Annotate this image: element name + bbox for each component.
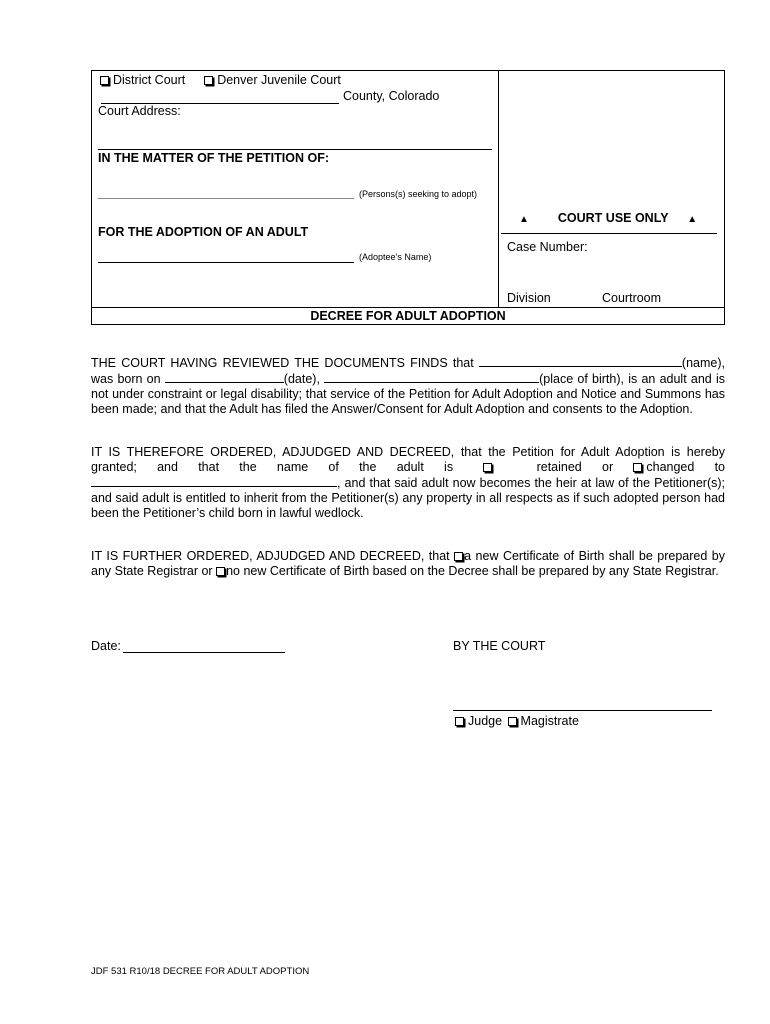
caption-left-panel — [92, 71, 498, 308]
adult-name-field[interactable] — [479, 355, 682, 367]
judge-label: Judge — [468, 714, 503, 728]
county-label: County, Colorado — [343, 89, 440, 103]
case-number-label: Case Number: — [507, 240, 588, 254]
judicial-officer-options — [455, 714, 579, 728]
court-use-panel — [498, 71, 727, 308]
district-court-label: District Court — [113, 73, 186, 87]
changed-label: changed to — [646, 460, 726, 474]
adoption-of-heading: FOR THE ADOPTION OF AN ADULT — [98, 225, 309, 239]
form-footer: JDF 531 R10/18 DECREE FOR ADULT ADOPTION — [91, 966, 310, 977]
court-use-divider — [501, 233, 717, 234]
magistrate-checkbox[interactable] — [508, 717, 517, 726]
signature-line[interactable] — [453, 710, 712, 711]
division-label: Division — [507, 291, 551, 305]
court-use-only-label: ▲ COURT USE ONLY ▲ — [519, 211, 698, 225]
new-certificate-checkbox[interactable] — [454, 552, 463, 561]
courtroom-label: Courtroom — [602, 291, 662, 305]
juvenile-court-label: Denver Juvenile Court — [217, 73, 341, 87]
no-new-certificate-checkbox[interactable] — [216, 567, 225, 576]
in-the-matter-heading: IN THE MATTER OF THE PETITION OF: — [98, 151, 330, 165]
up-arrow-icon: ▲ — [687, 214, 698, 225]
retained-label: retained — [536, 460, 582, 474]
petitioner-name-line[interactable] — [98, 198, 354, 199]
birth-date-field[interactable] — [165, 371, 284, 383]
date-field-line[interactable] — [123, 652, 285, 653]
findings-paragraph: THE COURT HAVING REVIEWED THE DOCUMENTS FINDS that (name), was born on (date), (place of birth), is an adult and is not under constraint or legal disability; that service of the Petition for Adult Adoption and Notice and Summons has been made; and that the Adult has filed the Answer/Consent for Adult Adoption and consents to the Adoption. — [91, 356, 725, 416]
by-the-court-label: BY THE COURT — [453, 639, 546, 653]
caption-box — [91, 70, 725, 325]
judge-checkbox[interactable] — [455, 717, 464, 726]
new-name-field[interactable] — [91, 475, 337, 487]
order-paragraph: IT IS THEREFORE ORDERED, ADJUDGED AND DECREED, that the Petition for Adult Adoption is hereby granted; and that the name of the adult is retained or changed to , and that said adult now becomes the heir at law of the Petitioner(s); and said adult is entitled to inherit from the Petitioner(s) any property in all respects as if such adopted person had been the Petitioner’s child born in lawful wedlock. — [91, 445, 726, 520]
petitioner-hint: (Persons(s) seeking to adopt) — [359, 189, 478, 199]
document-title: DECREE FOR ADULT ADOPTION — [92, 307, 724, 325]
up-arrow-icon: ▲ — [519, 214, 529, 225]
certificate-paragraph: IT IS FURTHER ORDERED, ADJUDGED AND DECREED, that a new Certificate of Birth shall be prepared by any State Registrar or no new Certificate of Birth based on the Decree shall be prepared by any State Registrar. — [91, 549, 725, 578]
juvenile-court-checkbox[interactable] — [204, 76, 213, 85]
adoptee-hint: (Adoptee’s Name) — [359, 252, 432, 262]
name-changed-checkbox[interactable] — [633, 463, 642, 472]
court-address-line[interactable] — [98, 149, 492, 150]
date-label: Date: — [91, 639, 121, 653]
birth-place-field[interactable] — [324, 371, 539, 383]
court-address-label: Court Address: — [98, 104, 181, 118]
magistrate-label: Magistrate — [520, 714, 579, 728]
adoptee-name-line[interactable] — [98, 262, 354, 263]
name-retained-checkbox[interactable] — [483, 463, 492, 472]
district-court-checkbox[interactable] — [100, 76, 109, 85]
